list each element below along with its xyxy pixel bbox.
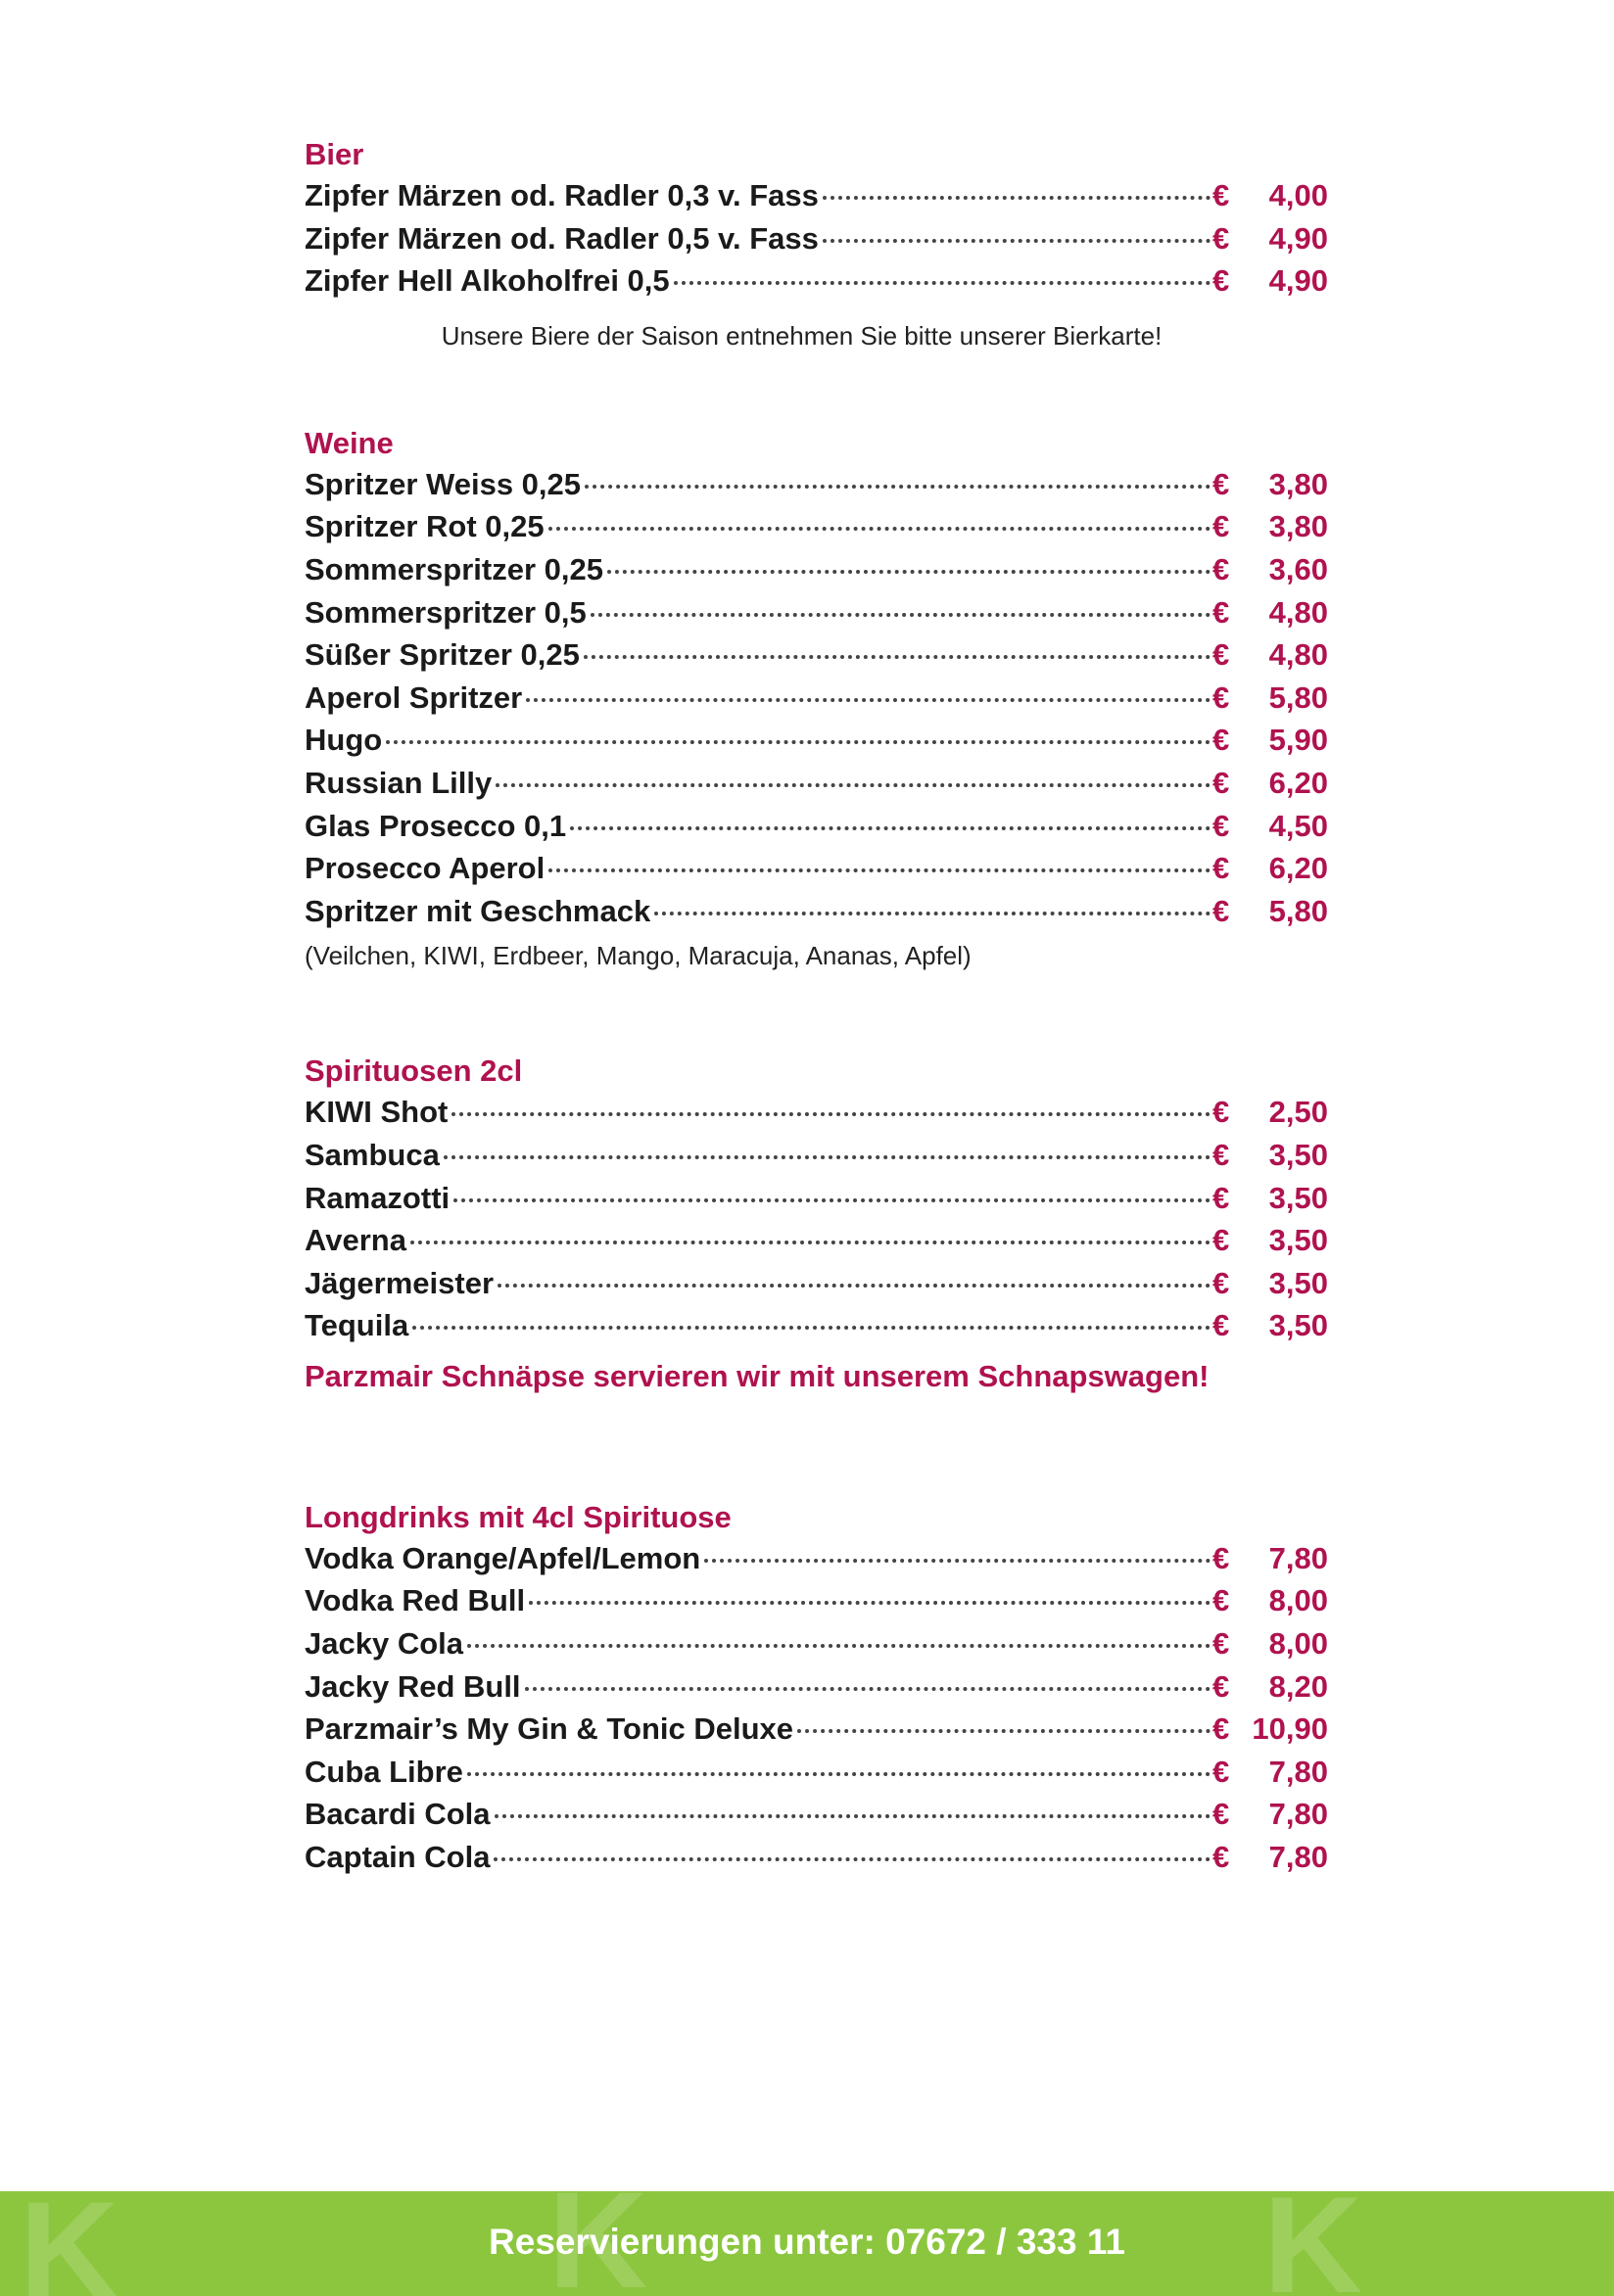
menu-item-name: Ramazotti — [305, 1180, 451, 1215]
menu-item-price — [1212, 1793, 1328, 1836]
menu-item — [305, 1262, 1328, 1305]
dot-leader — [453, 1198, 1210, 1202]
menu-item-price — [1212, 1219, 1328, 1262]
menu-item — [305, 1134, 1328, 1177]
menu-item — [305, 805, 1328, 848]
section-title-spirituosen: Spirituosen 2cl — [305, 1054, 523, 1089]
dot-leader — [386, 740, 1210, 744]
menu-item-price — [1212, 259, 1328, 303]
menu-item-price — [1212, 1708, 1328, 1751]
currency-symbol: € — [1212, 551, 1230, 586]
currency-symbol: € — [1212, 466, 1230, 501]
price-amount: 5,80 — [1268, 893, 1328, 928]
drinks-menu — [305, 135, 1328, 1879]
menu-item — [305, 1177, 1328, 1220]
menu-item — [305, 259, 1328, 303]
menu-item — [305, 847, 1328, 890]
dot-leader — [410, 1241, 1210, 1244]
dot-leader — [494, 1857, 1210, 1861]
price-amount: 4,00 — [1268, 178, 1328, 212]
menu-item-name: Captain Cola — [305, 1840, 491, 1875]
menu-item-name: KIWI Shot — [305, 1095, 449, 1130]
section-weine — [305, 424, 1328, 976]
longdrinks-items — [305, 1537, 1328, 1879]
currency-symbol: € — [1212, 851, 1230, 886]
menu-item-name: Bacardi Cola — [305, 1797, 491, 1832]
menu-item-name: Jägermeister — [305, 1265, 495, 1300]
price-amount: 7,80 — [1268, 1840, 1328, 1875]
menu-item — [305, 890, 1328, 933]
currency-symbol: € — [1212, 679, 1230, 715]
currency-symbol: € — [1212, 1095, 1230, 1130]
section-longdrinks — [305, 1498, 1328, 1879]
menu-item-name: Hugo — [305, 723, 383, 758]
menu-item-name: Vodka Orange/Apfel/Lemon — [305, 1540, 701, 1575]
dot-leader — [495, 1814, 1210, 1818]
currency-symbol: € — [1212, 1668, 1230, 1704]
menu-item — [305, 1622, 1328, 1665]
price-amount: 8,00 — [1268, 1626, 1328, 1662]
price-amount: 3,50 — [1268, 1137, 1328, 1172]
menu-item-name: Jacky Cola — [305, 1626, 463, 1662]
menu-item — [305, 1708, 1328, 1751]
price-amount: 3,50 — [1268, 1308, 1328, 1343]
currency-symbol: € — [1212, 1180, 1230, 1215]
price-amount: 2,50 — [1268, 1095, 1328, 1130]
menu-item-price — [1212, 762, 1328, 805]
menu-item-price — [1212, 1177, 1328, 1220]
price-amount: 5,80 — [1268, 679, 1328, 715]
currency-symbol: € — [1212, 1265, 1230, 1300]
footer-logo-mark: K — [20, 2191, 119, 2296]
price-amount: 4,90 — [1268, 263, 1328, 299]
price-amount: 8,00 — [1268, 1583, 1328, 1618]
menu-item-price — [1212, 463, 1328, 506]
menu-item-price — [1212, 505, 1328, 548]
currency-symbol: € — [1212, 178, 1230, 212]
menu-item-price — [1212, 847, 1328, 890]
price-amount: 8,20 — [1268, 1668, 1328, 1704]
menu-item-name: Zipfer Hell Alkoholfrei 0,5 — [305, 263, 670, 299]
menu-item-name: Russian Lilly — [305, 765, 493, 800]
menu-item-name: Glas Prosecco 0,1 — [305, 808, 567, 843]
price-amount: 3,50 — [1268, 1180, 1328, 1215]
menu-item-price — [1212, 1579, 1328, 1622]
currency-symbol: € — [1212, 1540, 1230, 1575]
footer-logo-mark: K — [548, 2191, 648, 2296]
menu-item — [305, 505, 1328, 548]
dot-leader — [529, 1601, 1210, 1605]
menu-item-price — [1212, 1091, 1328, 1134]
menu-item — [305, 1579, 1328, 1622]
dot-leader — [591, 613, 1210, 617]
menu-item-price — [1212, 719, 1328, 762]
price-amount: 3,50 — [1268, 1265, 1328, 1300]
dot-leader — [704, 1559, 1210, 1563]
menu-item-name: Tequila — [305, 1308, 409, 1343]
menu-item-price — [1212, 1622, 1328, 1665]
menu-item — [305, 633, 1328, 677]
dot-leader — [797, 1729, 1210, 1733]
price-amount: 7,80 — [1268, 1754, 1328, 1789]
dot-leader — [548, 868, 1210, 872]
currency-symbol: € — [1212, 509, 1230, 544]
currency-symbol: € — [1212, 594, 1230, 630]
menu-item — [305, 1665, 1328, 1709]
menu-item-price — [1212, 677, 1328, 720]
dot-leader — [444, 1155, 1210, 1159]
section-bier — [305, 135, 1328, 355]
menu-item-price — [1212, 890, 1328, 933]
menu-item — [305, 1793, 1328, 1836]
currency-symbol: € — [1212, 1797, 1230, 1832]
menu-item-name: Süßer Spritzer 0,25 — [305, 637, 580, 673]
dot-leader — [823, 239, 1210, 243]
dot-leader — [607, 570, 1210, 574]
weine-items — [305, 463, 1328, 933]
menu-item — [305, 719, 1328, 762]
dot-leader — [467, 1772, 1210, 1776]
section-title-weine: Weine — [305, 425, 394, 460]
spirituosen-items — [305, 1091, 1328, 1347]
menu-item-price — [1212, 1304, 1328, 1347]
menu-item-name: Prosecco Aperol — [305, 851, 546, 886]
footer-logo-mark: K — [1263, 2191, 1363, 2296]
currency-symbol: € — [1212, 1308, 1230, 1343]
price-amount: 3,80 — [1268, 509, 1328, 544]
dot-leader — [525, 1687, 1210, 1691]
menu-item — [305, 677, 1328, 720]
menu-item — [305, 762, 1328, 805]
menu-item-price — [1212, 1537, 1328, 1580]
dot-leader — [585, 485, 1210, 489]
price-amount: 4,90 — [1268, 220, 1328, 256]
price-amount: 7,80 — [1268, 1797, 1328, 1832]
bier-items — [305, 174, 1328, 303]
menu-item-name: Averna — [305, 1223, 406, 1258]
menu-item — [305, 548, 1328, 591]
dot-leader — [467, 1644, 1210, 1648]
bier-season-note: Unsere Biere der Saison entnehmen Sie bitte unserer Bierkarte! — [441, 320, 1163, 351]
menu-item-price — [1212, 174, 1328, 217]
reservation-phone[interactable]: Reservierungen unter: 07672 / 333 11 — [489, 2222, 1125, 2262]
price-amount: 6,20 — [1268, 851, 1328, 886]
dot-leader — [451, 1112, 1210, 1116]
currency-symbol: € — [1212, 1840, 1230, 1875]
dot-leader — [548, 527, 1210, 531]
menu-item — [305, 591, 1328, 634]
currency-symbol: € — [1212, 1583, 1230, 1618]
currency-symbol: € — [1212, 1626, 1230, 1662]
menu-item-name: Sambuca — [305, 1137, 440, 1172]
menu-item — [305, 1751, 1328, 1794]
price-amount: 6,20 — [1268, 765, 1328, 800]
price-amount: 7,80 — [1268, 1540, 1328, 1575]
currency-symbol: € — [1212, 1137, 1230, 1172]
menu-item-price — [1212, 1665, 1328, 1709]
menu-item — [305, 174, 1328, 217]
price-amount: 4,80 — [1268, 594, 1328, 630]
currency-symbol: € — [1212, 220, 1230, 256]
reservation-footer — [0, 2191, 1614, 2296]
dot-leader — [412, 1326, 1210, 1330]
schnapswagen-note: Parzmair Schnäpse servieren wir mit unserem Schnapswagen! — [305, 1358, 1210, 1393]
menu-item — [305, 1219, 1328, 1262]
menu-item — [305, 1091, 1328, 1134]
currency-symbol: € — [1212, 723, 1230, 758]
currency-symbol: € — [1212, 765, 1230, 800]
price-amount: 4,50 — [1268, 808, 1328, 843]
menu-item — [305, 1537, 1328, 1580]
price-amount: 3,50 — [1268, 1223, 1328, 1258]
price-amount: 10,90 — [1252, 1711, 1328, 1747]
menu-item-name: Vodka Red Bull — [305, 1583, 526, 1618]
price-amount: 3,80 — [1268, 466, 1328, 501]
menu-item-price — [1212, 217, 1328, 260]
menu-item — [305, 463, 1328, 506]
menu-item-price — [1212, 1134, 1328, 1177]
menu-item-price — [1212, 1751, 1328, 1794]
menu-item-name: Zipfer Märzen od. Radler 0,5 v. Fass — [305, 220, 819, 256]
weine-flavor-note: (Veilchen, KIWI, Erdbeer, Mango, Maracuja, Ananas, Apfel) — [305, 941, 972, 971]
dot-leader — [498, 1284, 1210, 1288]
menu-item-price — [1212, 591, 1328, 634]
menu-item-price — [1212, 548, 1328, 591]
dot-leader — [496, 783, 1210, 787]
dot-leader — [526, 698, 1210, 702]
menu-item-name: Aperol Spritzer — [305, 679, 523, 715]
menu-item-name: Sommerspritzer 0,25 — [305, 551, 603, 586]
menu-item — [305, 1304, 1328, 1347]
price-amount: 3,60 — [1268, 551, 1328, 586]
currency-symbol: € — [1212, 1754, 1230, 1789]
menu-item-name: Spritzer Rot 0,25 — [305, 509, 545, 544]
dot-leader — [823, 196, 1210, 200]
menu-item-price — [1212, 805, 1328, 848]
menu-item-price — [1212, 1836, 1328, 1879]
currency-symbol: € — [1212, 1223, 1230, 1258]
dot-leader — [674, 281, 1210, 285]
price-amount: 5,90 — [1268, 723, 1328, 758]
section-title-bier: Bier — [305, 137, 364, 171]
menu-item — [305, 1836, 1328, 1879]
menu-item-price — [1212, 633, 1328, 677]
dot-leader — [654, 912, 1210, 915]
menu-item-name: Spritzer mit Geschmack — [305, 893, 651, 928]
menu-item-name: Sommerspritzer 0,5 — [305, 594, 587, 630]
price-amount: 4,80 — [1268, 637, 1328, 673]
section-spirituosen — [305, 1052, 1328, 1398]
currency-symbol: € — [1212, 1711, 1230, 1747]
dot-leader — [570, 826, 1210, 830]
menu-item-name: Jacky Red Bull — [305, 1668, 521, 1704]
currency-symbol: € — [1212, 263, 1230, 299]
menu-item-name: Spritzer Weiss 0,25 — [305, 466, 582, 501]
menu-item-price — [1212, 1262, 1328, 1305]
currency-symbol: € — [1212, 893, 1230, 928]
menu-item-name: Parzmair’s My Gin & Tonic Deluxe — [305, 1711, 794, 1747]
menu-item — [305, 217, 1328, 260]
currency-symbol: € — [1212, 637, 1230, 673]
dot-leader — [584, 655, 1210, 659]
menu-item-name: Cuba Libre — [305, 1754, 463, 1789]
currency-symbol: € — [1212, 808, 1230, 843]
section-title-longdrinks: Longdrinks mit 4cl Spirituose — [305, 1499, 732, 1534]
menu-item-name: Zipfer Märzen od. Radler 0,3 v. Fass — [305, 178, 819, 212]
